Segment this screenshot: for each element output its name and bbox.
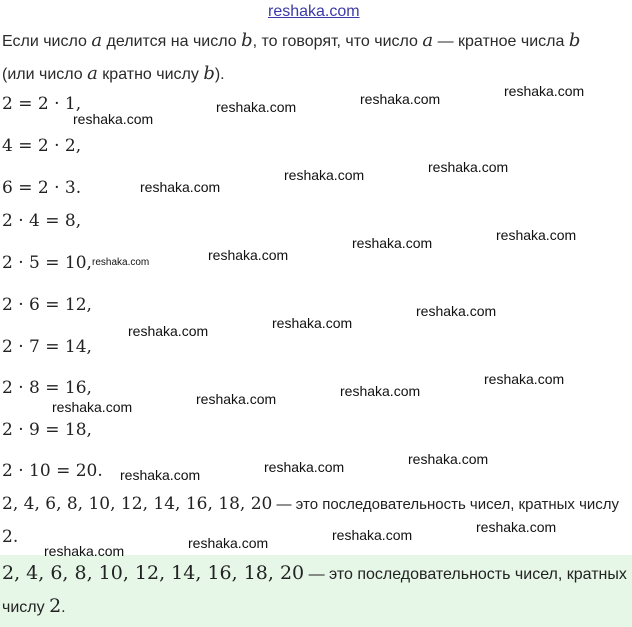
equation-line: 6 = 2 · 3.: [2, 178, 82, 198]
variable-a: a: [87, 63, 98, 84]
definition-line-1: [2, 30, 580, 51]
answer-end: .: [61, 599, 66, 616]
equation-line: 2 · 8 = 16,: [2, 378, 92, 398]
variable-b: b: [568, 30, 581, 51]
sequence-numbers: 2, 4, 6, 8, 10, 12, 14, 16, 18, 20: [2, 494, 273, 514]
definition-text: , то говорят, что число: [252, 33, 423, 50]
equation-line: 2 · 5 = 10,: [2, 253, 92, 273]
definition-line-2: [2, 63, 225, 84]
watermark: reshaka.com: [73, 111, 154, 127]
answer-number: 2: [49, 595, 62, 617]
answer-text: числу: [2, 599, 50, 616]
watermark: reshaka.com: [504, 83, 585, 99]
watermark: reshaka.com: [92, 257, 150, 268]
equation-line: 2 · 9 = 18,: [2, 420, 92, 440]
sequence-line-1: [2, 494, 619, 514]
equation-line: 4 = 2 · 2,: [2, 136, 82, 156]
equation-line: 2 · 7 = 14,: [2, 337, 92, 357]
sequence-number: 2.: [2, 527, 19, 547]
watermark: reshaka.com: [52, 399, 133, 415]
answer-text: — это последовательность чисел, кратных: [304, 566, 627, 583]
definition-text: делится на число: [102, 33, 242, 50]
watermark: reshaka.com: [140, 179, 221, 195]
watermark: reshaka.com: [332, 527, 413, 543]
answer-line-2: [2, 595, 66, 617]
sequence-text: — это последовательность чисел, кратных числу: [272, 496, 620, 513]
watermark: reshaka.com: [476, 519, 557, 535]
watermark: reshaka.com: [496, 227, 577, 243]
watermark: reshaka.com: [408, 451, 489, 467]
watermark: reshaka.com: [284, 167, 365, 183]
answer-highlight-box: [0, 555, 632, 627]
watermark: reshaka.com: [120, 467, 201, 483]
variable-b: b: [203, 63, 215, 84]
watermark: reshaka.com: [416, 303, 497, 319]
equation-line: 2 · 10 = 20.: [2, 461, 103, 481]
equation-line: 2 · 4 = 8,: [2, 211, 82, 231]
watermark: reshaka.com: [216, 99, 297, 115]
watermark: reshaka.com: [484, 371, 565, 387]
watermark: reshaka.com: [360, 91, 441, 107]
site-link[interactable]: reshaka.com: [268, 3, 360, 20]
watermark: reshaka.com: [128, 323, 209, 339]
definition-text: кратно числу: [97, 66, 204, 83]
watermark: reshaka.com: [352, 235, 433, 251]
variable-a: a: [91, 30, 103, 51]
equation-line: 2 · 6 = 12,: [2, 295, 92, 315]
definition-text: Если число: [2, 33, 92, 50]
watermark: reshaka.com: [272, 315, 353, 331]
watermark: reshaka.com: [340, 383, 421, 399]
definition-text: — кратное числа: [433, 33, 569, 50]
watermark: reshaka.com: [196, 391, 277, 407]
watermark: reshaka.com: [188, 535, 269, 551]
definition-text: ).: [214, 66, 225, 83]
watermark: reshaka.com: [208, 247, 289, 263]
variable-b: b: [241, 30, 253, 51]
sequence-line-2: [2, 527, 18, 547]
variable-a: a: [422, 30, 434, 51]
watermark: reshaka.com: [428, 159, 509, 175]
answer-line-1: [2, 562, 627, 584]
watermark: reshaka.com: [44, 543, 125, 559]
equation-line: 2 = 2 · 1,: [2, 94, 82, 114]
definition-text: (или число: [2, 66, 88, 83]
answer-numbers: 2, 4, 6, 8, 10, 12, 14, 16, 18, 20: [2, 562, 305, 584]
watermark: reshaka.com: [264, 459, 345, 475]
